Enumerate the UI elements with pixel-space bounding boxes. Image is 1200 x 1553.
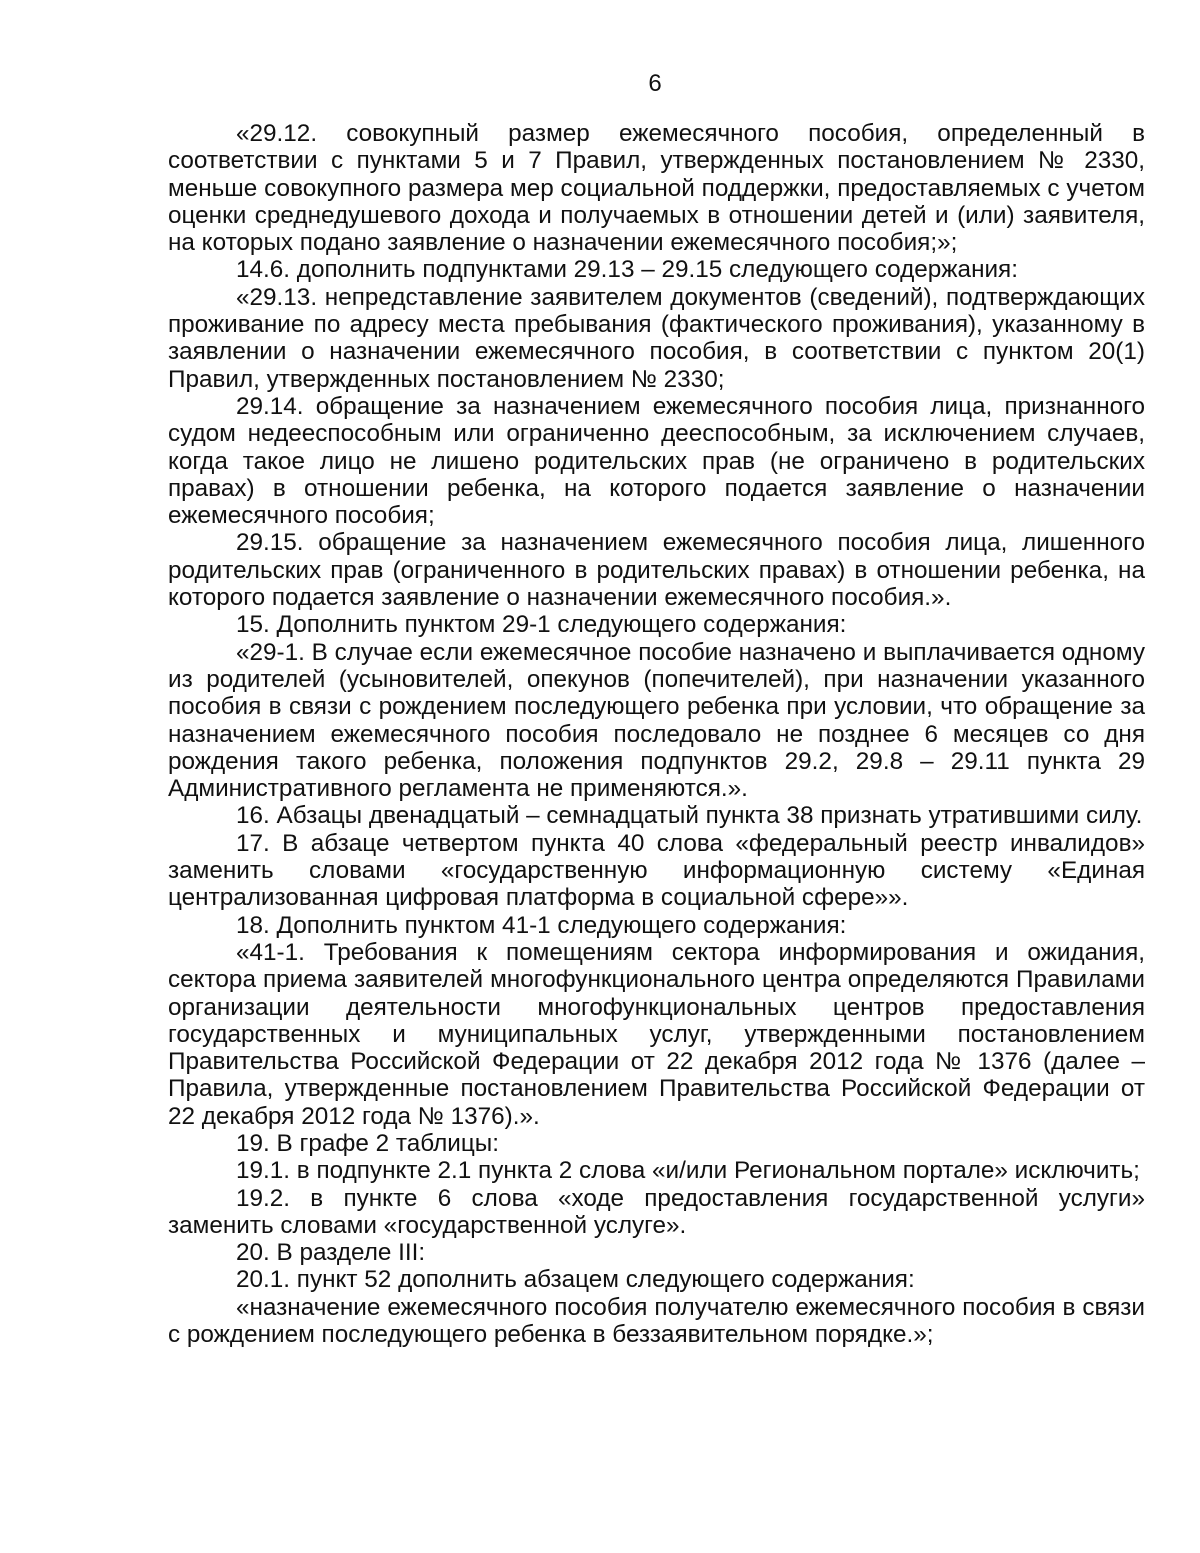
paragraph-20-1-text: «назначение ежемесячного пособия получателю ежемесячного пособия в связи с рождением последующего ребенка в беззаявительном порядке.»;: [168, 1293, 1145, 1349]
paragraph-20-1: 20.1. пункт 52 дополнить абзацем следующего содержания:: [236, 1266, 915, 1294]
paragraph-29-15: 29.15. обращение за назначением ежемесячного пособия лица, лишенного родительских прав (ограниченного в родительских правах) в отношении ребенка, на которого подается заявление о назначении ежемесячного пособия.».: [168, 529, 1145, 612]
page-number: 6: [648, 70, 662, 97]
paragraph-41-1: «41-1. Требования к помещениям сектора информирования и ожидания, сектора приема заявителей многофункционального центра определяются Правилами организации деятельности многофункциональных центров предоставления государственных и муниципальных услуг, утвержденными постановлением Правительства Российской Федерации от 22 декабря 2012 года № 1376 (далее – Правила, утвержденные постановлением Правительства Российской Федерации от 22 декабря 2012 года № 1376).».: [168, 938, 1145, 1130]
paragraph-29-12: «29.12. совокупный размер ежемесячного пособия, определенный в соответствии с пунктами 5 и 7 Правил, утвержденных постановлением № 2330, меньше совокупного размера мер социальной поддержки, предоставляемых с учетом оценки среднедушевого дохода и получаемых в отношении детей и (или) заявителя, на которых подано заявление о назначении ежемесячного пособия;»;: [168, 120, 1145, 257]
paragraph-17: 17. В абзаце четвертом пункта 40 слова «федеральный реестр инвалидов» заменить словами «государственную информационную систему «Единая централизованная цифровая платформа в социальной сфере»».: [168, 829, 1145, 912]
paragraph-19-2: 19.2. в пункте 6 слова «ходе предоставления государственной услуги» заменить словами «государственной услуге».: [168, 1184, 1145, 1239]
paragraph-14-6: 14.6. дополнить подпунктами 29.13 – 29.15 следующего содержания:: [236, 256, 1018, 284]
paragraph-29-1: «29-1. В случае если ежемесячное пособие назначено и выплачивается одному из родителей (усыновителей, опекунов (попечителей), при назначении указанного пособия в связи с рождением последующего ребенка при условии, что обращение за назначением ежемесячного пособия последовало не позднее 6 месяцев со дня рождения такого ребенка, положения подпунктов 29.2, 29.8 – 29.11 пункта 29 Административного регламента не применяются.».: [168, 638, 1145, 803]
paragraph-18: 18. Дополнить пунктом 41-1 следующего содержания:: [236, 911, 847, 939]
paragraph-29-14: 29.14. обращение за назначением ежемесячного пособия лица, признанного судом недееспособным или ограниченно дееспособным, за исключением случаев, когда такое лицо не лишено родительских прав (не ограничено в родительских правах) в отношении ребенка, на которого подается заявление о назначении ежемесячного пособия;: [168, 392, 1145, 530]
paragraph-20: 20. В разделе III:: [236, 1239, 426, 1267]
paragraph-19: 19. В графе 2 таблицы:: [236, 1129, 499, 1157]
paragraph-29-13: «29.13. непредставление заявителем документов (сведений), подтверждающих проживание по адресу места пребывания (фактического проживания), указанному в заявлении о назначении ежемесячного пособия, в соответствии с пунктом 20(1) Правил, утвержденных постановлением № 2330;: [168, 283, 1145, 393]
paragraph-19-1: 19.1. в подпункте 2.1 пункта 2 слова «и/или Региональном портале» исключить;: [236, 1157, 1140, 1185]
document-body: [168, 120, 1145, 1348]
paragraph-16: 16. Абзацы двенадцатый – семнадцатый пункта 38 признать утратившими силу.: [236, 802, 1143, 830]
paragraph-15: 15. Дополнить пунктом 29-1 следующего содержания:: [236, 611, 847, 639]
